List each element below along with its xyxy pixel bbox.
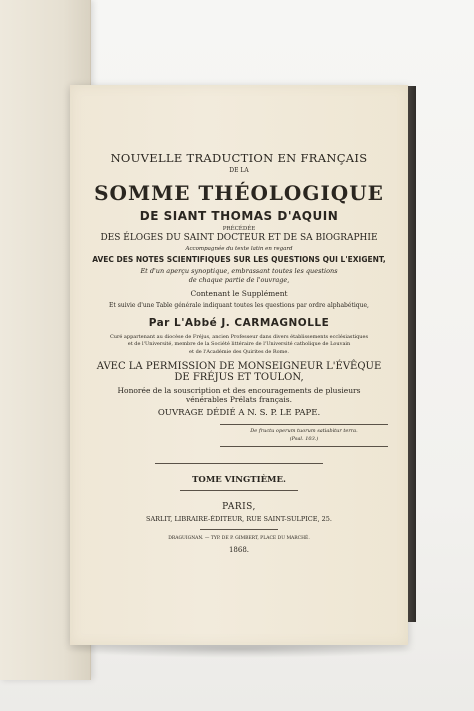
printer-line: DRAGUIGNAN. — TYP. DE P. GIMBERT, PLACE DU MARCHÉ. (168, 536, 310, 541)
supplement-text: Contenant le Supplément (190, 289, 288, 298)
eloges-text: DES ÉLOGES DU SAINT DOCTEUR ET DE SA BIOGRAPHIE (100, 233, 378, 243)
table-text: Et suivie d'une Table générale indiquant toutes les questions par ordre alphabétique, (109, 302, 369, 309)
permission-text-1: AVEC LA PERMISSION DE MONSEIGNEUR L'ÉVÊQUE (96, 361, 382, 372)
publication-city: PARIS, (222, 502, 256, 512)
cure-text-1: Curé appartenant au diocèse de Fréjus, ancien Professeur dans divers établissements ecclésiastiques (109, 334, 369, 340)
volume-number: TOME VINGTIÈME. (192, 475, 286, 485)
cure-text-3: et de l'Académie des Quirites de Rome. (189, 349, 289, 355)
honoree-text-1: Honorée de la souscription et des encouragements de plusieurs (117, 386, 361, 395)
tome-rule-bottom (180, 490, 298, 491)
epigraph-rule-top (220, 424, 388, 425)
tome-rule (155, 463, 323, 464)
book-title: SOMME THÉOLOGIQUE (94, 181, 384, 205)
permission-text-2: DE FRÉJUS ET TOULON, (174, 372, 304, 383)
honoree-text-2: vénérables Prélats français. (185, 395, 293, 404)
apercu-text-1: Et d'un aperçu synoptique, embrassant toutes les questions (140, 267, 338, 275)
epigraph-source: (Psal. 103.) (289, 436, 319, 442)
subtitle-line: NOUVELLE TRADUCTION EN FRANÇAIS (110, 151, 368, 165)
precedee-text: PRÉCÉDÉE (222, 226, 256, 232)
translator-line: Par L'Abbé J. CARMAGNOLLE (148, 317, 330, 329)
epigraph-rule-bottom (220, 446, 388, 447)
accompagnee-text: Accompagnée du texte latin en regard (185, 246, 293, 252)
connector-text: DE LA (229, 167, 249, 174)
apercu-text-2: de chaque partie de l'ouvrage, (188, 276, 290, 284)
publication-year: 1868. (228, 546, 250, 554)
notes-text: AVEC DES NOTES SCIENTIFIQUES SUR LES QUESTIONS QUI L'EXIGENT, (92, 255, 386, 264)
imprint-rule (200, 529, 278, 530)
author-line: DE SIANT THOMAS D'AQUIN (139, 209, 339, 223)
cure-text-2: et de l'Université, membre de la Société littéraire de l'Université catholique de Louvain (127, 341, 351, 347)
title-page (70, 85, 408, 645)
epigraph-text: De fructu operum tuorum satiabitur terra. (250, 428, 358, 434)
dedication-text: OUVRAGE DÉDIÉ A N. S. P. LE PAPE. (157, 408, 321, 418)
publisher-line: SARLIT, LIBRAIRE-ÉDITEUR, RUE SAINT-SULPICE, 25. (146, 515, 332, 523)
